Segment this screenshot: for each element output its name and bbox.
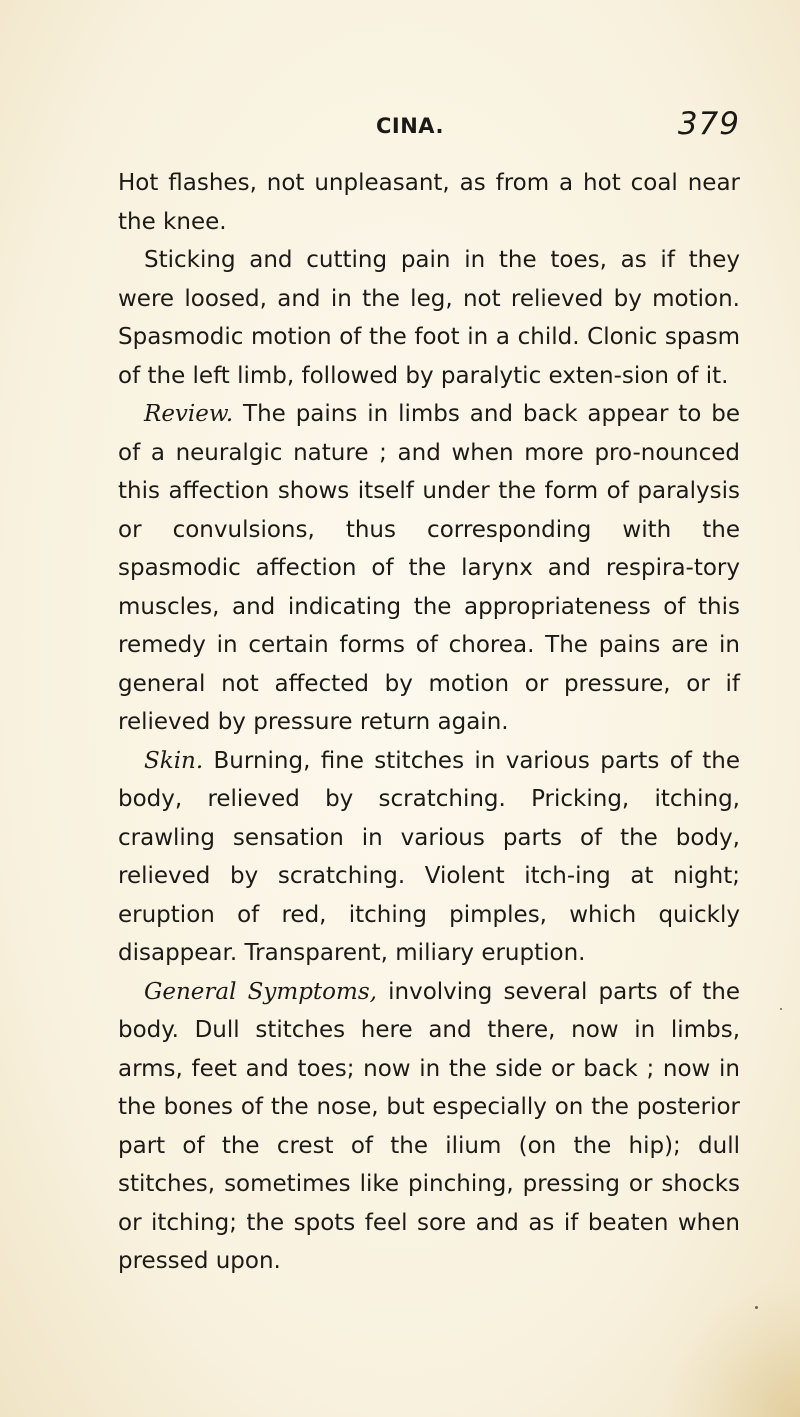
- chapter-title: CINA.: [376, 114, 444, 138]
- body-text: [118, 164, 740, 1281]
- ink-speck: [780, 1008, 782, 1010]
- rubric-general-symptoms: General Symptoms,: [144, 978, 377, 1005]
- paragraph-general-symptoms: [118, 973, 740, 1281]
- paragraph-skin: [118, 742, 740, 973]
- ink-speck: [755, 1306, 758, 1309]
- paragraph-hot-flashes: [118, 164, 740, 241]
- rubric-review: Review.: [144, 401, 234, 427]
- paragraph-sticking-pain: [118, 241, 740, 395]
- rubric-skin: Skin.: [144, 747, 204, 774]
- paragraph-text: Burning, fine stitches in various parts of the body, relieved by scratching. Pricking, itching, crawling sensation in various parts of the body, relieved by scratching. Violent itch-ing at night; eruption of red, itching pimples, which quickly disappear. Transparent, miliary eruption.: [118, 747, 740, 966]
- page-stain: [660, 1277, 800, 1417]
- paragraph-review: [118, 395, 740, 742]
- paragraph-text: involving several parts of the body. Dull stitches here and there, now in limbs, arms, feet and toes; now in the side or back ; now in the bones of the nose, but especially on the posterior part of the crest of the ilium (on the hip); dull stitches, sometimes like pinching, pressing or shocks or itching; the spots feel sore and as if beaten when pressed upon.: [118, 978, 740, 1274]
- running-head: [118, 106, 740, 146]
- paragraph-text: Sticking and cutting pain in the toes, as if they were loosed, and in the leg, not relieved by motion. Spasmodic motion of the foot in a child. Clonic spasm of the left limb, followed by paralytic exten-sion of it.: [118, 247, 740, 389]
- paragraph-text: The pains in limbs and back appear to be of a neuralgic nature ; and when more pro-nounced this affection shows itself under the form of paralysis or convulsions, thus corresponding with the spasmodic affection of the larynx and respira-tory muscles, and indicating the appropriateness of this remedy in certain forms of chorea. The pains are in general not affected by motion or pressure, or if relieved by pressure return again.: [118, 401, 740, 735]
- page-number: 379: [677, 106, 740, 142]
- paragraph-text: Hot flashes, not unpleasant, as from a hot coal near the knee.: [118, 170, 740, 235]
